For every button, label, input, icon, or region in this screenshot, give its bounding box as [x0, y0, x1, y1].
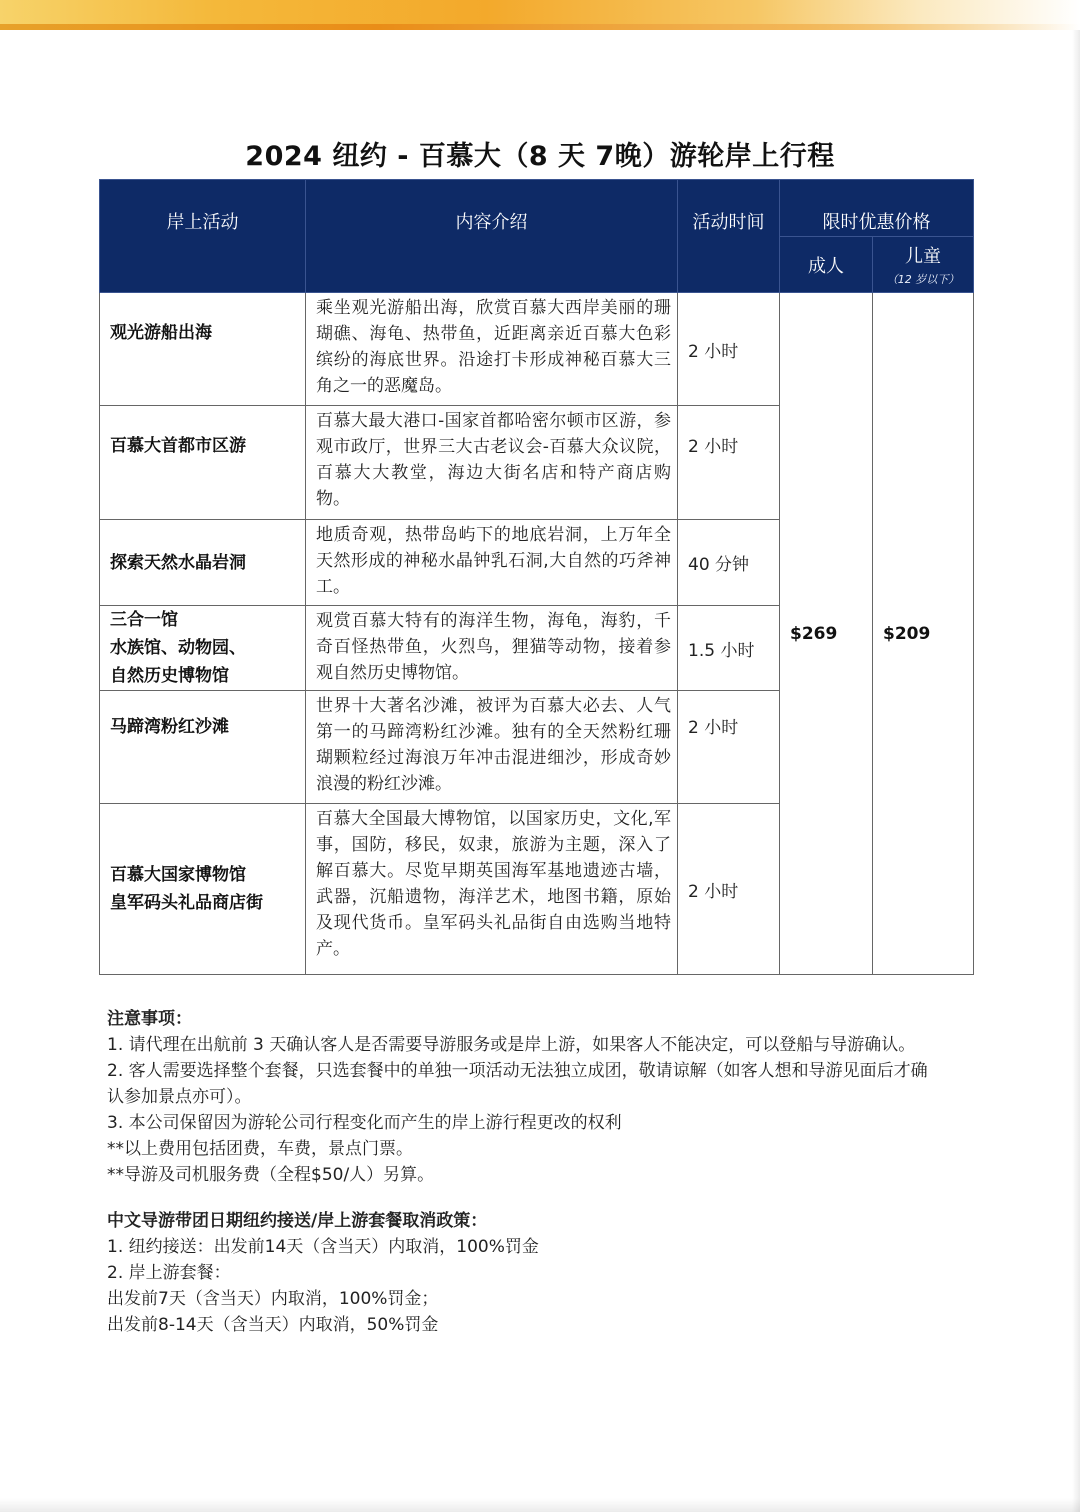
activity-name — [100, 606, 306, 691]
activity-duration: 40 分钟 — [678, 520, 780, 606]
activity-name: 探索天然水晶岩洞 — [100, 520, 306, 606]
cancellation-item: 1. 纽约接送：出发前14天（含当天）内取消，100%罚金 — [107, 1237, 539, 1257]
activity-duration: 2 小时 — [678, 293, 780, 406]
child-age-note: （12 岁以下） — [886, 273, 960, 286]
child-price: $209 — [873, 293, 974, 975]
header-description: 内容介绍 — [306, 180, 678, 293]
page-edge-shadow — [1072, 30, 1080, 1512]
activity-name-line: 水族馆、动物园、 — [110, 638, 246, 658]
cancellation-item: 出发前8-14天（含当天）内取消，50%罚金 — [107, 1315, 439, 1335]
activity-duration: 2 小时 — [678, 406, 780, 520]
activity-name: 百慕大首都市区游 — [100, 406, 306, 520]
header-duration: 活动时间 — [678, 180, 780, 293]
activity-description: 百慕大最大港口-国家首都哈密尔顿市区游，参观市政厅，世界三大古老议会-百慕大众议院，百慕大大教堂，海边大街名店和特产商店购物。 — [306, 406, 678, 520]
activity-description: 乘坐观光游船出海，欣赏百慕大西岸美丽的珊瑚礁、海龟、热带鱼，近距离亲近百慕大色彩缤纷的海底世界。沿途打卡形成神秘百慕大三角之一的恶魔岛。 — [306, 293, 678, 406]
header-activity: 岸上活动 — [100, 180, 306, 293]
cancellation-heading: 中文导游带团日期纽约接送/岸上游套餐取消政策： — [107, 1211, 488, 1231]
table-row — [100, 293, 974, 406]
page-title: 2024 纽约 - 百慕大（8 天 7晚）游轮岸上行程 — [245, 141, 835, 172]
header-child: 儿童 （12 岁以下） — [873, 237, 974, 293]
top-banner-decoration — [0, 0, 1080, 30]
activity-name: 观光游船出海 — [100, 293, 306, 406]
notes-item: **以上费用包括团费，车费，景点门票。 — [107, 1139, 413, 1159]
cancellation-item: 2. 岸上游套餐： — [107, 1263, 231, 1283]
notes-section — [107, 1006, 937, 1338]
notes-item: 1. 请代理在出航前 3 天确认客人是否需要导游服务或是岸上游，如果客人不能决定，可以登船与导游确认。 — [107, 1035, 916, 1055]
activity-name — [100, 804, 306, 975]
activity-duration: 2 小时 — [678, 691, 780, 804]
itinerary-table — [99, 179, 974, 975]
activity-name-line: 自然历史博物馆 — [110, 666, 229, 686]
notes-item: **导游及司机服务费（全程$50/人）另算。 — [107, 1165, 435, 1185]
activity-name-line: 皇军码头礼品商店街 — [110, 893, 263, 913]
notes-heading: 注意事项： — [107, 1009, 192, 1029]
activity-description: 世界十大著名沙滩，被评为百慕大必去、人气第一的马蹄湾粉红沙滩。独有的全天然粉红珊瑚颗粒经过海浪万年冲击混进细沙，形成奇妙浪漫的粉红沙滩。 — [306, 691, 678, 804]
activity-name-line: 百慕大国家博物馆 — [110, 865, 246, 885]
header-adult: 成人 — [780, 237, 873, 293]
header-price: 限时优惠价格 — [780, 180, 974, 237]
notes-item: 2. 客人需要选择整个套餐，只选套餐中的单独一项活动无法独立成团，敬请谅解（如客人想和导游见面后才确认参加景点亦可）。 — [107, 1061, 928, 1107]
activity-description: 百慕大全国最大博物馆，以国家历史，文化,军事，国防，移民，奴隶，旅游为主题，深入了解百慕大。尽览早期英国海军基地遗迹古墙，武器，沉船遗物，海洋艺术，地图书籍，原始及现代货币。皇军码头礼品街自由选购当地特产。 — [306, 804, 678, 975]
activity-description: 观赏百慕大特有的海洋生物，海龟，海豹，千奇百怪热带鱼，火烈鸟，狸猫等动物，接着参观自然历史博物馆。 — [306, 606, 678, 691]
activity-description: 地质奇观，热带岛屿下的地底岩洞，上万年全天然形成的神秘水晶钟乳石洞,大自然的巧斧神工。 — [306, 520, 678, 606]
activity-duration: 1.5 小时 — [678, 606, 780, 691]
page-bottom-shadow — [0, 1498, 1080, 1512]
activity-duration: 2 小时 — [678, 804, 780, 975]
activity-name: 马蹄湾粉红沙滩 — [100, 691, 306, 804]
notes-item: 3. 本公司保留因为游轮公司行程变化而产生的岸上游行程更改的权利 — [107, 1113, 622, 1133]
adult-price: $269 — [780, 293, 873, 975]
cancellation-item: 出发前7天（含当天）内取消，100%罚金； — [107, 1289, 439, 1309]
activity-name-line: 三合一馆 — [110, 610, 178, 630]
